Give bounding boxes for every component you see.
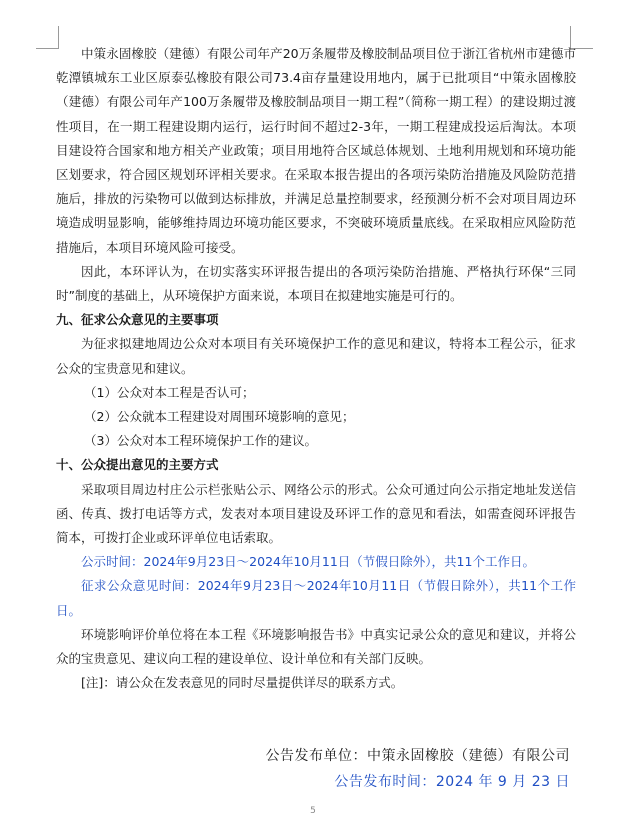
section-9-intro: 为征求拟建地周边公众对本项目有关环境保护工作的意见和建议，特将本工程公示，征求公众的宝贵意见和建议。: [56, 336, 576, 376]
document-body: [56, 42, 576, 695]
list-item: （3）公众对本工程环境保护工作的建议。: [84, 433, 317, 449]
feedback-paragraph: 环境影响评价单位将在本工程《环境影响报告书》中真实记录公众的意见和建议，并将公众的宝贵意见、建议向工程的建设单位、设计单位和有关部门反映。: [56, 626, 576, 667]
publisher-text: 公告发布单位：中策永固橡胶（建德）有限公司: [265, 748, 570, 764]
list-item: （2）公众就本工程建设对周围环境影响的意见；: [84, 409, 355, 425]
section-9-heading: 九、征求公众意见的主要事项: [56, 312, 219, 328]
publish-date-text: 公告发布时间：2024 年 9 月 23 日: [334, 774, 570, 790]
section-10-heading: 十、公众提出意见的主要方式: [56, 457, 219, 473]
section-10-body: 采取项目周边村庄公示栏张贴公示、网络公示的形式。公众可通过向公示指定地址发送信函、传真、拨打电话等方式，发表对本项目建设及环评工作的意见和看法，如需查阅环评报告简本，可拨打企业或环评单位电话索取。: [56, 481, 576, 546]
note-paragraph: [注]：请公众在发表意见的同时尽量提供详尽的联系方式。: [81, 675, 404, 691]
page-number: 5: [310, 806, 316, 816]
paragraph-feasibility: 因此，本环评认为，在切实落实环评报告提出的各项污染防治措施、严格执行环保“三同时”制度的基础上，从环境保护方面来说，本项目在拟建地实施是可行的。: [56, 263, 576, 304]
publish-date: [334, 771, 570, 791]
notice-period: 公示时间：2024年9月23日～2024年10月11日（节假日除外），共11个工作日。: [81, 554, 535, 570]
publisher-signature: [266, 745, 571, 765]
paragraph-conclusion: 中策永固橡胶（建德）有限公司年产20万条履带及橡胶制品项目位于浙江省杭州市建德市乾潭镇城东工业区原泰弘橡胶有限公司73.4亩存量建设用地内，属于已批项目“中策永固橡胶（建德）有限公司年产100万条履带及橡胶制品项目一期工程”（简称一期工程）的建设期过渡性项目，在一期工程建设期内运行，运行时间不超过2-3年，一期工程建成投运后淘汰。本项目建设符合国家和地方相关产业政策；项目用地符合区域总体规划、土地利用规划和环境功能区划要求，符合园区规划环评相关要求。在采取本报告提出的各项污染防治措施及风险防范措施后，排放的污染物可以做到达标排放，并满足总量控制要求，经预测分析不会对项目周边环境造成明显影响，能够维持周边环境功能区要求，不突破环境质量底线。在采取相应风险防范措施后，本项目环境风险可接受。: [56, 46, 576, 255]
list-item: （1）公众对本工程是否认可；: [84, 384, 255, 400]
comment-period: 征求公众意见时间：2024年9月23日～2024年10月11日（节假日除外），共11个工作日。: [56, 578, 576, 618]
